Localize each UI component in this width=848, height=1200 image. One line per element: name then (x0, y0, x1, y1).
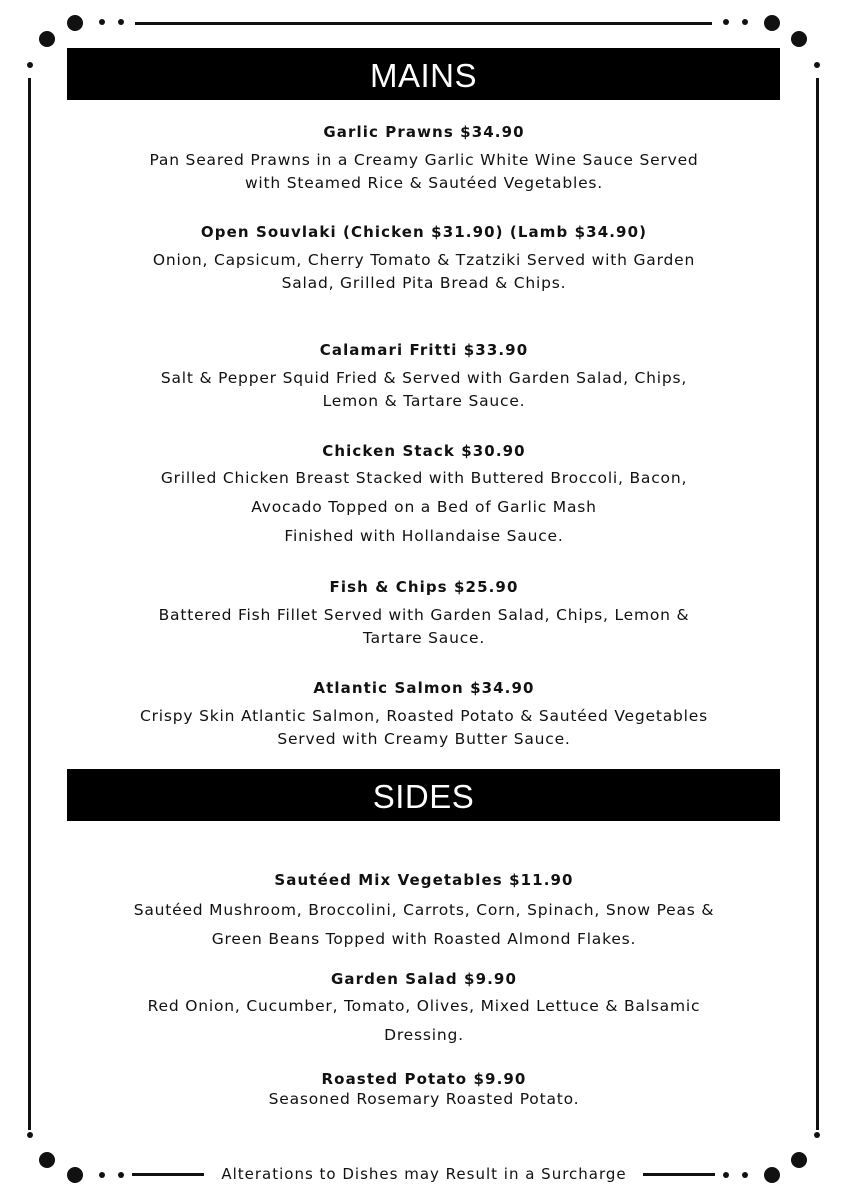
item-description-line: Tartare Sauce. (362, 629, 486, 647)
corner-dot (39, 31, 55, 47)
item-description-line: Green Beans Topped with Roasted Almond Flakes. (211, 930, 637, 948)
item-title: Sautéed Mix Vegetables $11.90 (274, 871, 574, 889)
menu-item (90, 577, 758, 650)
item-description-line: Served with Creamy Butter Sauce. (277, 730, 571, 748)
item-description-line: Avocado Topped on a Bed of Garlic Mash (251, 498, 597, 516)
item-description-line: Seasoned Rosemary Roasted Potato. (268, 1090, 580, 1108)
corner-dot (118, 19, 124, 25)
menu-item (90, 122, 758, 195)
item-description-line: Salt & Pepper Squid Fried & Served with Garden Salad, Chips, (160, 369, 688, 387)
corner-dot (67, 15, 83, 31)
frame-right-line (816, 78, 819, 1130)
item-title: Garlic Prawns $34.90 (323, 123, 525, 141)
item-title: Open Souvlaki (Chicken $31.90) (Lamb $34.90) (200, 223, 648, 241)
frame-top-line (135, 22, 712, 25)
menu-item (90, 969, 758, 1050)
corner-dot (99, 19, 105, 25)
frame-left-line (28, 78, 31, 1130)
corner-dot (27, 1132, 33, 1138)
corner-dot (723, 19, 729, 25)
item-title: Calamari Fritti $33.90 (319, 341, 529, 359)
menu-item (90, 222, 758, 295)
item-title: Garden Salad $9.90 (330, 970, 518, 988)
item-description-line: Salad, Grilled Pita Bread & Chips. (281, 274, 567, 292)
surcharge-notice: Alterations to Dishes may Result in a Surcharge (221, 1165, 627, 1183)
item-description-line: Red Onion, Cucumber, Tomato, Olives, Mixed Lettuce & Balsamic (147, 997, 701, 1015)
corner-dot (791, 31, 807, 47)
item-description-line: Grilled Chicken Breast Stacked with Buttered Broccoli, Bacon, (160, 469, 688, 487)
menu-item (90, 441, 758, 551)
corner-dot (27, 62, 33, 68)
item-description-line: Pan Seared Prawns in a Creamy Garlic White Wine Sauce Served (149, 151, 699, 169)
menu-item (90, 678, 758, 751)
item-description-line: with Steamed Rice & Sautéed Vegetables. (244, 174, 604, 192)
item-description-line: Dressing. (384, 1026, 464, 1044)
item-title: Roasted Potato $9.90 (321, 1070, 527, 1088)
menu-item (90, 340, 758, 413)
item-description-line: Onion, Capsicum, Cherry Tomato & Tzatziki Served with Garden (152, 251, 696, 269)
item-title: Chicken Stack $30.90 (322, 442, 526, 460)
corner-dot (814, 1132, 820, 1138)
item-description-line: Crispy Skin Atlantic Salmon, Roasted Potato & Sautéed Vegetables (140, 707, 708, 725)
corner-dot (814, 62, 820, 68)
mains-heading: MAINS (67, 48, 780, 100)
item-description-line: Sautéed Mushroom, Broccolini, Carrots, Corn, Spinach, Snow Peas & (133, 901, 715, 919)
corner-dot (764, 15, 780, 31)
item-description-line: Finished with Hollandaise Sauce. (284, 527, 564, 545)
item-description-line: Battered Fish Fillet Served with Garden Salad, Chips, Lemon & (158, 606, 690, 624)
corner-dot (742, 19, 748, 25)
item-description-line: Lemon & Tartare Sauce. (322, 392, 526, 410)
item-title: Atlantic Salmon $34.90 (313, 679, 535, 697)
menu-item (90, 870, 758, 954)
item-title: Fish & Chips $25.90 (329, 578, 519, 596)
menu-item (90, 1069, 758, 1110)
sides-heading: SIDES (67, 769, 780, 821)
